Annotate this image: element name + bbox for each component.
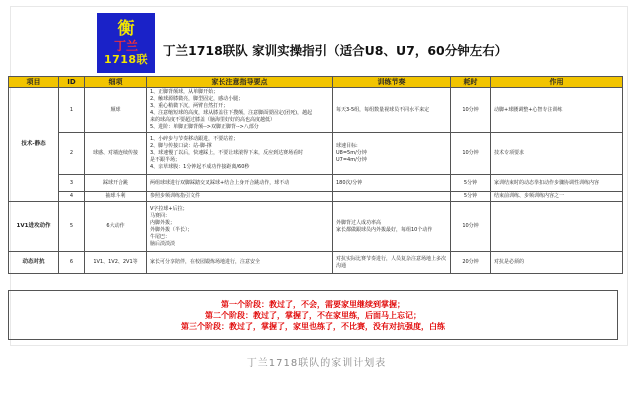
row-id: 5 — [59, 202, 85, 252]
category-cell: 动态对抗 — [9, 252, 59, 274]
document-title: 丁兰1718联队 家训实操指引（适合U8、U7，60分钟左右） — [163, 43, 508, 58]
header-points: 家长注意指导要点 — [147, 77, 333, 88]
row-time: 10分钟 — [451, 202, 491, 252]
row-item: 踩球开合跳 — [85, 175, 147, 192]
header-purpose: 作用 — [491, 77, 623, 88]
table-row — [9, 133, 623, 175]
row-rhythm: 180次/分钟 — [333, 175, 451, 192]
row-points — [147, 252, 333, 274]
point-line: 4、亲草球腹：1分钟起不成功作接距离/60秒 — [150, 164, 250, 170]
table-header-row — [9, 77, 623, 88]
point-line: 1、正脚背颠球，从单脚开始； — [150, 89, 219, 95]
stage-note-line: 第一个阶段：教过了，不会，需要家里继续到掌握； — [221, 300, 405, 309]
category-cell: 技术-静态 — [9, 88, 59, 202]
point-line: 2、触球源膝微亮，脚型固定，感动小腿； — [150, 96, 244, 102]
row-points — [147, 175, 333, 192]
point-line: 4、注意缩短球的高度，球从膝盖往下搜颠，注意脚面要固定(团死)，越起 — [150, 110, 313, 116]
row-time: 5分钟 — [451, 192, 491, 202]
row-id: 4 — [59, 192, 85, 202]
header-time: 耗时 — [451, 77, 491, 88]
header-rhythm: 训练节奏 — [333, 77, 451, 88]
row-points — [147, 133, 333, 175]
table-row — [9, 252, 623, 274]
row-item: 颠球 — [85, 88, 147, 133]
row-purpose: 技术专项要求 — [491, 133, 623, 175]
row-time: 5分钟 — [451, 175, 491, 192]
row-item: 抽球斗利 — [85, 192, 147, 202]
row-rhythm — [333, 192, 451, 202]
category-cell: 1V1进攻动作 — [9, 202, 59, 252]
point-line: 3、球速慢了以后，快速踩上，不要让球滚得下来，反应到达赛场看时 — [150, 150, 304, 156]
point-line: 来的球高度不要超过膝盖（脑海里好好的高也高度越低） — [150, 117, 276, 123]
row-purpose: 对抗是必须的 — [491, 252, 623, 274]
point-line: 2、脚与传接口诀：站-脚-撑 — [150, 143, 212, 149]
row-time: 10分钟 — [451, 88, 491, 133]
point-line: 是不跟半场； — [150, 157, 181, 163]
row-rhythm: 球速目标: U8=5m/分钟 U7=4m/分钟 — [333, 133, 451, 175]
point-line: 5、进阶：单脚正脚背颠-->双脚正脚背-->八部分 — [150, 124, 259, 130]
row-time: 10分钟 — [451, 133, 491, 175]
point-line: 马赛回： — [150, 212, 171, 219]
point-line: 3、重心稍微下沉，两臂自然打开； — [150, 103, 229, 109]
team-logo — [97, 13, 155, 73]
table-row — [9, 88, 623, 133]
row-id: 1 — [59, 88, 85, 133]
training-plan-table — [8, 76, 623, 274]
point-line: 两组球球进行双脚踩踏交叉踩球+结合上身开合跳动作，球不动 — [150, 179, 290, 186]
logo-text-top: 丁兰 — [113, 39, 138, 53]
row-id: 2 — [59, 133, 85, 175]
stage-note-line: 第三个阶段：教过了，掌握了，家里也练了，不比赛，没有对抗强度，白练 — [181, 322, 445, 331]
table-row — [9, 202, 623, 252]
row-purpose — [491, 202, 623, 252]
row-points — [147, 88, 333, 133]
stage-notes — [8, 290, 618, 340]
point-line: 家长可分享陪伴，在校园锻炼场地进行，注意安全 — [150, 259, 261, 265]
row-purpose: 动脚+球腰调整+心智专注训练 — [491, 88, 623, 133]
header-item: 细项 — [85, 77, 147, 88]
logo-mark: 衡 — [117, 19, 135, 39]
table-row — [9, 192, 623, 202]
stage-note-line: 第二个阶段：教过了，掌握了，不在家里练，后面马上忘记； — [205, 311, 421, 320]
header-project: 项目 — [9, 77, 59, 88]
point-line: 外脚外拨（半长）； — [150, 226, 193, 233]
row-points — [147, 192, 333, 202]
table-row — [9, 175, 623, 192]
row-purpose: 家训结束时的动态拳扣动作步骤协调性训练内容 — [491, 175, 623, 192]
point-line: 牛尾巴： — [150, 233, 171, 240]
row-rhythm: 对抗实际比赛节奏进行，人员复杂注意场地上多次沟通 — [333, 252, 451, 274]
row-rhythm: 每天3-5组，每组数量视球员不同水平来定 — [333, 88, 451, 133]
point-line: 内脚外拨； — [150, 219, 176, 226]
row-item: 6大动作 — [85, 202, 147, 252]
point-line: 脑后淡淡淡 — [150, 240, 176, 247]
row-rhythm: 外脚背过人成功率高 家长都做跟球员内外拨最好，每组10个动作 — [333, 202, 451, 252]
row-time: 20分钟 — [451, 252, 491, 274]
row-item: 1V1、1V2、2V1等 — [85, 252, 147, 274]
row-item: 球感、对墙连续传接 — [85, 133, 147, 175]
point-line: 参照步频训练指引文件 — [150, 193, 201, 199]
logo-text-bottom: 1718联 — [103, 53, 149, 66]
row-id: 6 — [59, 252, 85, 274]
header-id: ID — [59, 77, 85, 88]
point-line: 1、小碎步与节奏移动跟进，不要站着； — [150, 136, 239, 142]
row-points — [147, 202, 333, 252]
row-id: 3 — [59, 175, 85, 192]
image-caption: 丁兰1718联队的家训计划表 — [246, 358, 387, 369]
row-purpose: 结束前训练、步频训练内容之一 — [491, 192, 623, 202]
point-line: V字拉球+后拉； — [150, 205, 188, 212]
